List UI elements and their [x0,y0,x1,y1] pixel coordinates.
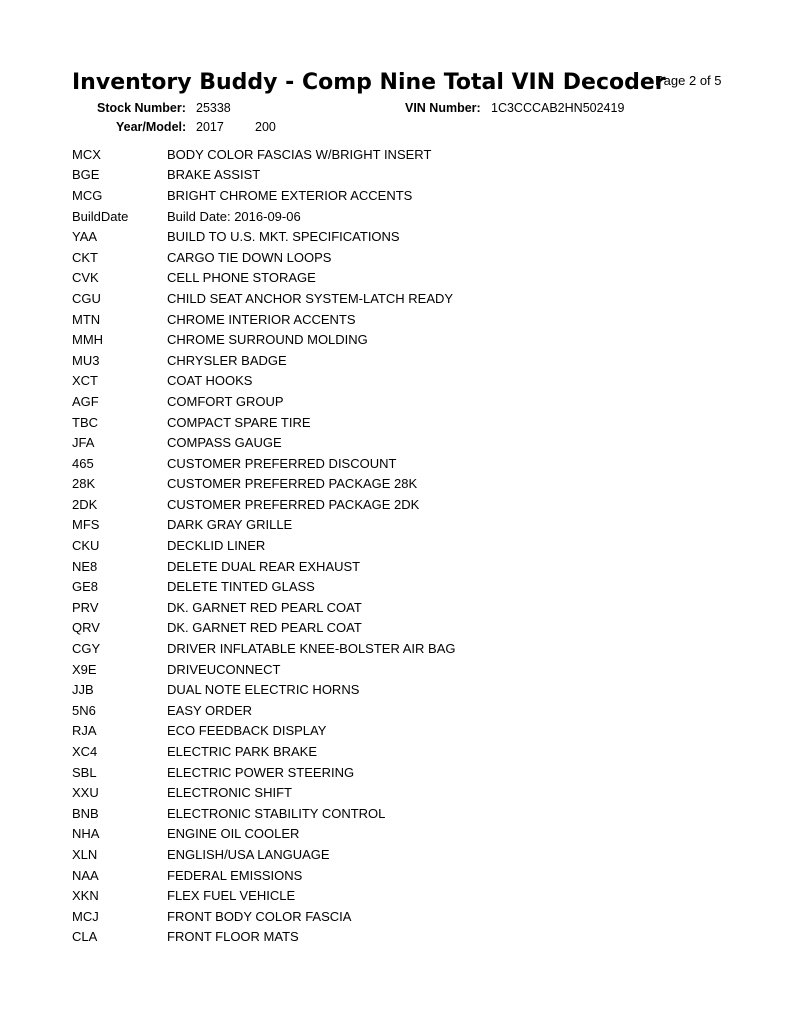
list-item [72,206,732,227]
vin-value: 1C3CCCAB2HN502419 [491,101,625,115]
option-code: BGE [72,167,100,183]
option-description: FRONT BODY COLOR FASCIA [167,908,352,924]
list-item [72,432,732,453]
list-item [72,659,732,680]
option-description: FLEX FUEL VEHICLE [167,888,296,904]
option-code: XCT [72,373,98,389]
option-description: DRIVEUCONNECT [167,661,281,677]
option-description: DUAL NOTE ELECTRIC HORNS [167,682,360,698]
option-description: ENGINE OIL COOLER [167,826,300,842]
option-code: 2DK [72,496,98,512]
vin-label: VIN Number: [405,101,481,115]
option-description: FEDERAL EMISSIONS [167,867,303,883]
option-description: CHROME SURROUND MOLDING [167,332,368,348]
option-description: BUILD TO U.S. MKT. SPECIFICATIONS [167,229,400,245]
option-description: CHRYSLER BADGE [167,352,287,368]
list-item [72,885,732,906]
list-item [72,329,732,350]
option-code: MU3 [72,352,100,368]
list-item [72,824,732,845]
option-code: X9E [72,661,97,677]
option-code: RJA [72,723,97,739]
option-code: XC4 [72,744,98,760]
option-description: CUSTOMER PREFERRED PACKAGE 2DK [167,496,420,512]
option-description: ELECTRONIC STABILITY CONTROL [167,805,386,821]
option-description: ELECTRIC PARK BRAKE [167,744,318,760]
list-item [72,700,732,721]
option-description: CUSTOMER PREFERRED DISCOUNT [167,455,397,471]
option-code: 465 [72,455,94,471]
option-code: NHA [72,826,100,842]
list-item [72,144,732,165]
option-code: CKT [72,249,98,265]
option-code: MCX [72,146,101,162]
year-value: 2017 [196,120,224,134]
list-item [72,247,732,268]
stock-number-label: Stock Number: [97,101,186,115]
stock-number-value: 25338 [196,101,231,115]
option-code: NAA [72,867,99,883]
list-item [72,741,732,762]
list-item [72,803,732,824]
option-code: CKU [72,538,100,554]
option-description: COMPACT SPARE TIRE [167,414,311,430]
option-description: COMFORT GROUP [167,393,284,409]
option-code: SBL [72,764,97,780]
model-value: 200 [255,120,276,134]
option-code: JJB [72,682,94,698]
option-code: XKN [72,888,99,904]
option-code: CGY [72,641,101,657]
list-item [72,638,732,659]
option-code: TBC [72,414,98,430]
list-item [72,576,732,597]
option-code-list [72,144,732,947]
option-description: BRAKE ASSIST [167,167,261,183]
option-code: BuildDate [72,208,129,224]
option-description: ELECTRIC POWER STEERING [167,764,355,780]
option-description: DRIVER INFLATABLE KNEE-BOLSTER AIR BAG [167,641,456,657]
list-item [72,288,732,309]
list-item [72,474,732,495]
list-item [72,494,732,515]
option-description: CUSTOMER PREFERRED PACKAGE 28K [167,476,418,492]
option-code: MCG [72,187,103,203]
option-code: CGU [72,290,101,306]
page-number: Page 2 of 5 [655,73,722,88]
option-description: CARGO TIE DOWN LOOPS [167,249,332,265]
option-code: PRV [72,599,99,615]
option-description: DELETE DUAL REAR EXHAUST [167,558,361,574]
option-code: CLA [72,929,98,945]
list-item [72,350,732,371]
option-code: 28K [72,476,96,492]
list-item [72,618,732,639]
page-title: Inventory Buddy - Comp Nine Total VIN Decoder [72,70,666,95]
option-description: DECKLID LINER [167,538,266,554]
list-item [72,165,732,186]
option-code: QRV [72,620,100,636]
option-code: MFS [72,517,100,533]
year-model-label: Year/Model: [116,120,187,134]
list-item [72,371,732,392]
option-code: MMH [72,332,104,348]
list-item [72,185,732,206]
list-item [72,309,732,330]
option-description: ELECTRONIC SHIFT [167,785,292,801]
option-description: CELL PHONE STORAGE [167,270,316,286]
option-description: DK. GARNET RED PEARL COAT [167,620,362,636]
option-code: XLN [72,846,98,862]
option-code: MTN [72,311,101,327]
list-item [72,597,732,618]
option-description: DELETE TINTED GLASS [167,579,315,595]
option-description: ECO FEEDBACK DISPLAY [167,723,327,739]
option-description: COAT HOOKS [167,373,253,389]
option-description: COMPASS GAUGE [167,435,282,451]
list-item [72,844,732,865]
list-item [72,762,732,783]
list-item [72,268,732,289]
list-item [72,556,732,577]
list-item [72,782,732,803]
list-item [72,865,732,886]
option-description: EASY ORDER [167,702,253,718]
list-item [72,515,732,536]
list-item [72,226,732,247]
option-description: ENGLISH/USA LANGUAGE [167,846,330,862]
list-item [72,679,732,700]
option-code: XXU [72,785,99,801]
list-item [72,535,732,556]
option-code: GE8 [72,579,99,595]
option-code: YAA [72,229,98,245]
option-description: CHROME INTERIOR ACCENTS [167,311,356,327]
option-code: MCJ [72,908,99,924]
option-code: JFA [72,435,95,451]
list-item [72,906,732,927]
option-description: CHILD SEAT ANCHOR SYSTEM-LATCH READY [167,290,454,306]
option-code: BNB [72,805,99,821]
list-item [72,391,732,412]
option-description: BODY COLOR FASCIAS W/BRIGHT INSERT [167,146,432,162]
list-item [72,927,732,948]
option-description: Build Date: 2016-09-06 [167,208,301,224]
option-code: AGF [72,393,99,409]
option-description: BRIGHT CHROME EXTERIOR ACCENTS [167,187,413,203]
list-item [72,453,732,474]
list-item [72,721,732,742]
list-item [72,412,732,433]
option-description: FRONT FLOOR MATS [167,929,299,945]
option-code: 5N6 [72,702,96,718]
option-code: CVK [72,270,99,286]
option-code: NE8 [72,558,98,574]
option-description: DARK GRAY GRILLE [167,517,293,533]
option-description: DK. GARNET RED PEARL COAT [167,599,362,615]
